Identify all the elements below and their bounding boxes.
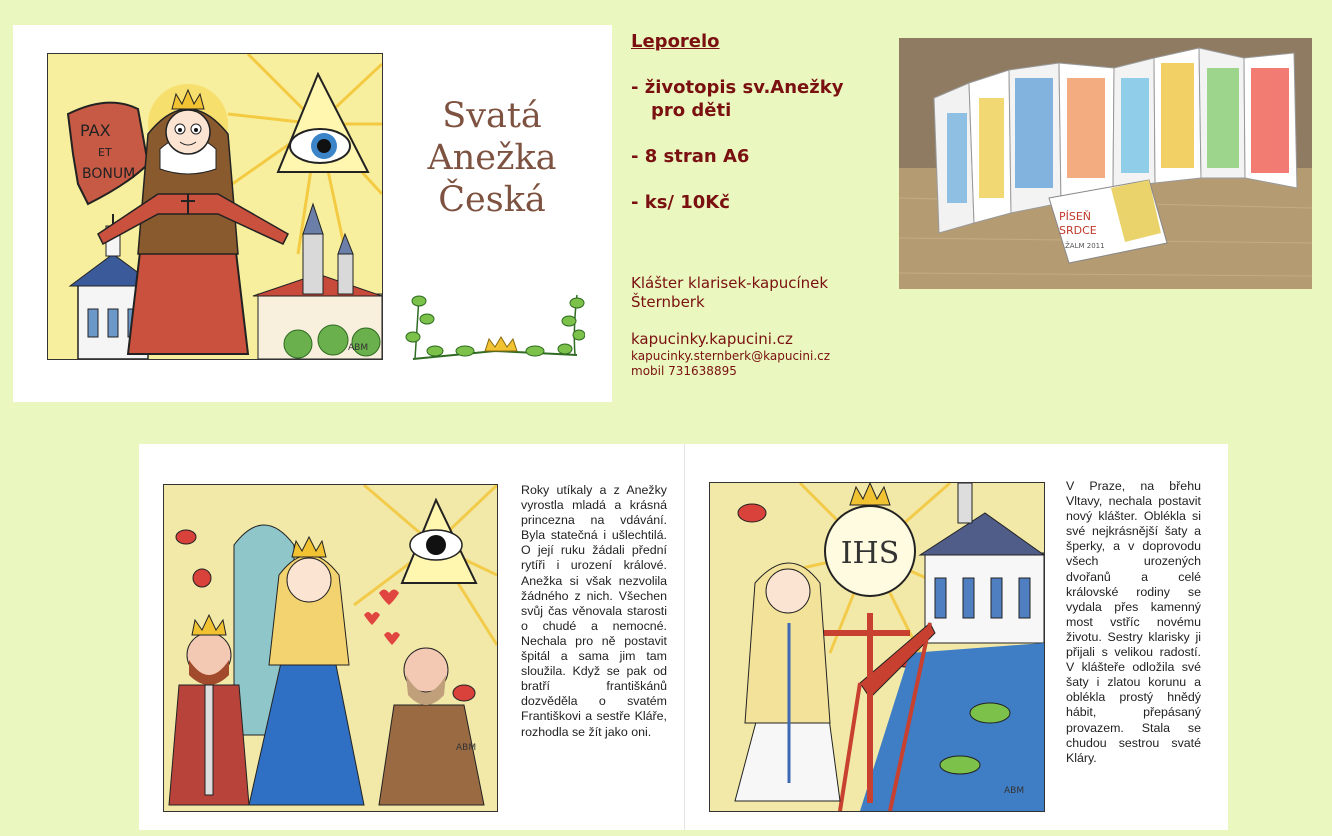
heart-icon xyxy=(364,590,400,646)
product-title: Leporelo xyxy=(631,31,720,52)
banner-text-1: PAX xyxy=(80,121,111,140)
product-price: - ks/ 10Kč xyxy=(631,192,730,213)
crown-icon xyxy=(850,483,890,505)
left-illustration xyxy=(163,484,498,812)
banner-text-2: ET xyxy=(98,146,112,159)
story-text-left: Roky utíkaly a z Anežky vyrostla mladá a krásná princezna na vdávání. Byla statečná i ušlechtilá. O její ruku žádali přední rytíři i urození králové. Anežka si však nezvolila žádného z nich. Všechen svůj čas věnovala starosti o chudé a nemocné. Nechala pro ně postavit špitál a sama jim tam sloužila. Když se pak od bratří františkánů dozvěděla o svatém Františkovi a sestře Kláře, rozhodla se žít jako oni. xyxy=(521,483,667,739)
cover-title-line-2: Anežka xyxy=(427,138,557,178)
page-fold xyxy=(684,444,685,830)
product-description-2: pro děti xyxy=(651,100,732,121)
cover-signature: ABM xyxy=(348,343,369,353)
eye-of-providence-icon xyxy=(402,500,476,583)
booklet-title-2: SRDCE xyxy=(1059,224,1097,237)
leaflet-cover xyxy=(13,25,612,402)
ihs-monogram: IHS xyxy=(840,536,900,571)
leaf-vine-icon xyxy=(405,289,585,365)
story-text-right: V Praze, na břehu Vltavy, nechala postavit nový klášter. Oblékla si své nejkrásnější šaty a šperky, a v doprovodu všech urozených dvořanů a celé královské rodiny se vydala přes kamenný most vstříc novému životu. Sestry klarisky ji přijali s velikou radostí. V klášteře odložila své šaty i zlatou korunu a oblékla prostý hnědý hábit, přepásaný provazem. Stala se chudou sestrou svaté Kláry. xyxy=(1066,479,1201,765)
crown-icon xyxy=(292,537,326,557)
product-info xyxy=(631,30,891,379)
booklet-title-1: PÍSEŇ xyxy=(1059,210,1092,223)
cover-illustration xyxy=(47,53,383,360)
org-name-2: Šternberk xyxy=(631,293,705,311)
cover-title-line-3: Česká xyxy=(438,180,546,220)
leaflet-spread xyxy=(139,444,1228,830)
email-link[interactable]: kapucinky.sternberk@kapucini.cz xyxy=(631,349,831,363)
website-link[interactable]: kapucinky.kapucini.cz xyxy=(631,330,793,348)
right-signature: ABM xyxy=(1004,786,1025,796)
banner-text-3: BONUM xyxy=(82,166,136,182)
mobile-number: mobil 731638895 xyxy=(631,364,737,378)
product-pages: - 8 stran A6 xyxy=(631,146,750,167)
cover-title xyxy=(407,95,577,221)
product-description-1: - životopis sv.Anežky xyxy=(631,77,844,98)
right-illustration xyxy=(709,482,1045,812)
crown-icon xyxy=(192,615,226,635)
left-signature: ABM xyxy=(456,743,477,753)
booklet-title-3: ŽALM 2011 xyxy=(1065,242,1105,250)
leporelo-photo xyxy=(899,38,1312,289)
cover-title-line-1: Svatá xyxy=(442,96,542,136)
org-name-1: Klášter klarisek-kapucínek xyxy=(631,274,829,292)
